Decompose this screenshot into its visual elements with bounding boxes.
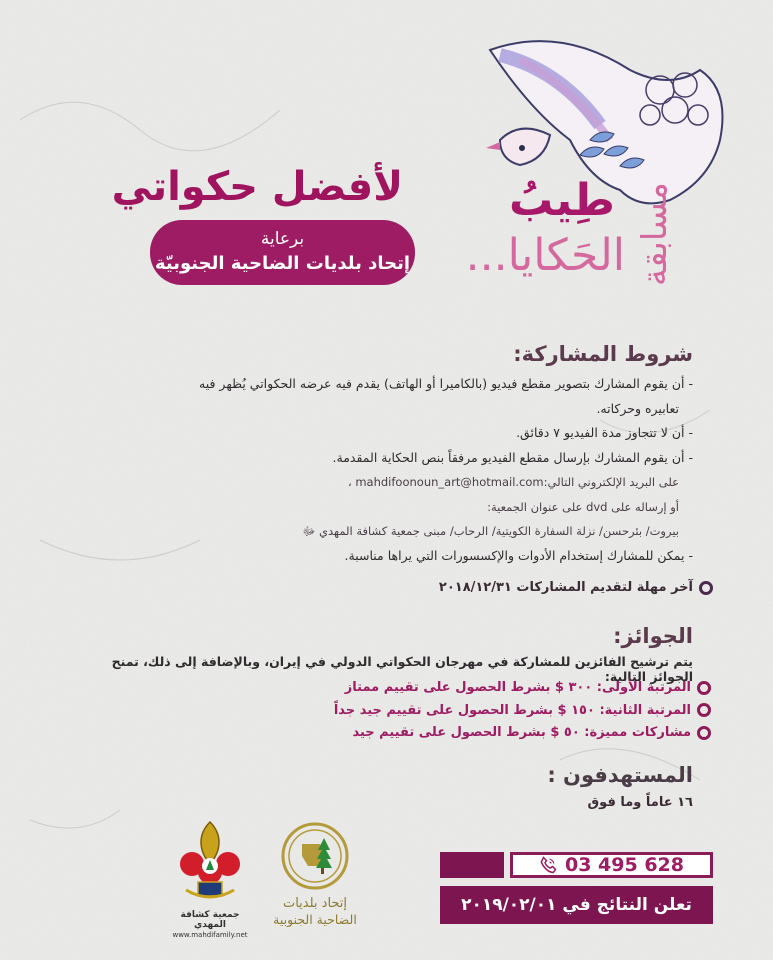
condition-dvd: أو إرساله على dvd على عنوان الجمعية: — [487, 499, 679, 514]
condition-item: - أن يقوم المشارك بإرسال مقطع الفيديو مرفقاً بنص الحكاية المقدمة. — [332, 449, 693, 465]
condition-item: - يمكن للمشارك إستخدام الأدوات والإكسسورات التي يراها مناسبة. — [344, 547, 693, 563]
prize-item — [291, 700, 711, 723]
deadline-row — [253, 580, 713, 595]
sponsor-pill — [150, 220, 415, 285]
prizes-list — [291, 677, 711, 745]
audience-text: ١٦ عاماً وما فوق — [587, 795, 693, 810]
results-bar — [440, 886, 713, 924]
prizes-title: الجوائز: — [613, 624, 693, 648]
union-name-line2: الضاحية الجنوبية — [273, 912, 357, 927]
contest-logo — [445, 175, 685, 305]
decorative-block — [440, 852, 504, 878]
prize-text: المرتبة الأولى: ٣٠٠ $ بشرط الحصول على تقييم ممتاز — [344, 680, 691, 695]
condition-email: على البريد الإلكتروني التالي:mahdifoonoun_art@hotmail.com ، — [347, 475, 679, 489]
condition-item: - أن لا تتجاوز مدة الفيديو ٧ دقائق. — [516, 425, 693, 440]
bullet-icon — [699, 581, 713, 595]
phone-bar — [510, 852, 713, 878]
phone-number[interactable]: 03 495 628 — [565, 854, 684, 876]
bullet-icon — [697, 726, 711, 740]
scout-emblem-icon — [178, 820, 242, 904]
prize-item — [291, 722, 711, 745]
logo-word-hikaya: الحَكايا... — [465, 230, 625, 281]
condition-item: - أن يقوم المشارك بتصوير مقطع فيديو (بالكاميرا أو الهاتف) يقدم فيه عرضه الحكواتي يُظهر فيه — [199, 376, 693, 391]
conditions-title: شروط المشاركة: — [513, 342, 693, 366]
sponsor-label: برعاية — [260, 229, 305, 249]
prize-item — [291, 677, 711, 700]
phone-row — [440, 852, 713, 878]
conditions-list — [173, 372, 693, 568]
audience-title: المستهدفون : — [547, 763, 693, 787]
condition-item: تعابيره وحركاته. — [596, 400, 679, 416]
bullet-icon — [697, 681, 711, 695]
union-name — [255, 896, 375, 928]
condition-address: بيروت/ بئرحسن/ نزلة السفارة الكويتية/ الرحاب/ مبنى جمعية كشافة المهدي ﷻ — [302, 524, 679, 538]
logo-word-contest: مسابقة — [635, 182, 675, 286]
bullet-icon — [697, 703, 711, 717]
prizes-intro: يتم ترشيح الفائزين للمشاركة في مهرجان الحكواتي الدولي في إيران، وبالإضافة إلى ذلك، تمنح الجوائز التالية: — [111, 654, 693, 684]
logo-word-tayyib: طِيبُ — [509, 175, 615, 226]
phone-icon — [539, 856, 557, 874]
scout-name: جمعية كشافة المهدي — [180, 910, 240, 930]
scout-url: www.mahdifamily.net — [172, 931, 248, 939]
results-text: تعلن النتائج في ٢٠١٩/٠٢/٠١ — [461, 895, 692, 915]
prize-text: مشاركات مميزة: ٥٠ $ بشرط الحصول على تقييم جيد — [352, 725, 691, 740]
union-name-line1: إتحاد بلديات — [282, 896, 348, 911]
prize-text: المرتبة الثانية: ١٥٠ $ بشرط الحصول على تقييم جيد جداً — [333, 702, 691, 718]
union-logo — [255, 820, 375, 950]
sponsor-name: إتحاد بلديات الضاحية الجنوبيّة — [154, 253, 411, 274]
deadline-text: آخر مهلة لتقديم المشاركات ٢٠١٨/١٢/٣١ — [438, 580, 693, 595]
union-emblem-icon — [280, 820, 350, 892]
scout-logo — [165, 820, 255, 940]
headline: لأفضل حكواتي — [111, 164, 403, 210]
